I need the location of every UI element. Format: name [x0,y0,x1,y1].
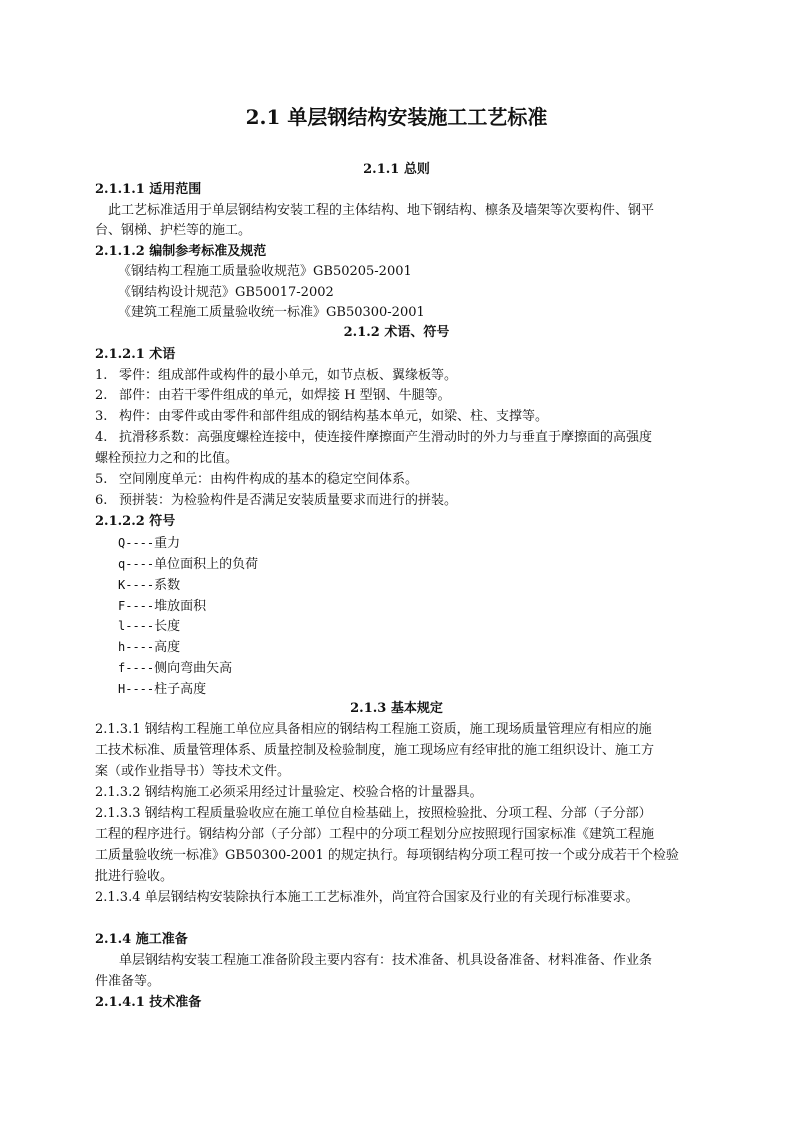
symbol-item [118,554,738,574]
term-item [95,386,715,406]
paragraph-line: 此工艺标准适用于单层钢结构安装工程的主体结构、地下钢结构、檩条及墙架等次要构件、钢平 [108,203,655,218]
symbol-code: K---- [118,578,155,592]
subsection-heading-technical-preparation: 2.1.4.1 技术准备 [95,995,202,1010]
paragraph-line: 2.1.3.2 钢结构施工必须采用经过计量验定、校验合格的计量器具。 [95,785,483,800]
symbol-description: 堆放面积 [154,599,207,614]
term-text: 部件：由若干零件组成的单元，如焊接 H 型钢、牛腿等。 [119,388,451,403]
symbol-item [118,575,738,595]
reference-item: 《建筑工程施工质量验收统一标准》GB50300-2001 [118,305,425,320]
section-heading-general: 2.1.1 总则 [363,162,430,177]
symbol-code: Q---- [118,536,155,550]
term-number: 4. [95,430,108,445]
symbol-item [118,679,738,699]
term-number: 3. [95,409,108,424]
term-text: 构件：由零件或由零件和部件组成的钢结构基本单元，如梁、柱、支撑等。 [119,409,549,424]
symbol-description: 单位面积上的负荷 [154,557,259,572]
symbol-code: h---- [118,640,155,654]
term-text: 预拼装：为检验构件是否满足安装质量要求而进行的拼装。 [119,493,458,508]
subsection-heading-scope: 2.1.1.1 适用范围 [95,182,202,197]
symbol-item [118,616,738,636]
paragraph-line: 工技术标准、质量管理体系、质量控制及检验制度，施工现场应有经审批的施工组织设计、施工方 [95,743,655,758]
reference-item: 《钢结构工程施工质量验收规范》GB50205-2001 [118,264,412,279]
symbol-description: 高度 [154,640,181,655]
subsection-heading-symbols: 2.1.2.2 符号 [95,514,176,529]
term-item-continued [95,449,715,469]
section-heading-preparation: 2.1.4 施工准备 [95,932,188,947]
symbol-description: 系数 [154,578,181,593]
term-item [95,428,715,448]
paragraph-line: 2.1.3.3 钢结构工程质量验收应在施工单位自检基础上，按照检验批、分项工程、分部（子分部） [95,806,652,821]
paragraph-line: 案（或作业指导书）等技术文件。 [95,764,291,779]
symbol-code: H---- [118,682,155,696]
symbol-item [118,637,738,657]
section-heading-terms-symbols: 2.1.2 术语、符号 [343,325,450,340]
term-item [95,407,715,427]
term-text: 空间刚度单元：由构件构成的基本的稳定空间体系。 [119,472,419,487]
paragraph-line: 工程的程序进行。钢结构分部（子分部）工程中的分项工程划分应按照现行国家标准《建筑工程施 [95,827,655,842]
subsection-heading-references: 2.1.1.2 编制参考标准及规范 [95,244,267,259]
term-text: 螺栓预拉力之和的比值。 [95,451,239,466]
term-number: 6. [95,493,108,508]
term-item [95,491,715,511]
symbol-code: f---- [118,661,155,675]
term-number: 1. [95,368,108,383]
symbol-code: l---- [118,619,155,633]
term-item [95,366,715,386]
symbol-code: q---- [118,557,155,571]
symbol-description: 柱子高度 [154,682,207,697]
symbol-description: 重力 [154,536,181,551]
paragraph-line: 件准备等。 [95,974,161,989]
paragraph-line: 工质量验收统一标准》GB50300-2001 的规定执行。每项钢结构分项工程可按一个或分成若干个检验 [95,848,679,863]
reference-item: 《钢结构设计规范》GB50017-2002 [118,285,334,300]
paragraph-line: 2.1.3.4 单层钢结构安装除执行本施工工艺标准外，尚宜符合国家及行业的有关现行标准要求。 [95,890,639,905]
term-text: 抗滑移系数：高强度螺栓连接中，使连接件摩擦面产生滑动时的外力与垂直于摩擦面的高强度 [119,430,653,445]
term-number: 2. [95,388,108,403]
paragraph-line: 2.1.3.1 钢结构工程施工单位应具备相应的钢结构工程施工资质，施工现场质量管理应有相应的施 [95,722,652,737]
section-heading-basic-rules: 2.1.3 基本规定 [350,701,443,716]
subsection-heading-terms: 2.1.2.1 术语 [95,347,176,362]
page-title: 2.1 单层钢结构安装施工工艺标准 [245,105,548,129]
symbol-item [118,533,738,553]
paragraph-line: 批进行验收。 [95,869,174,884]
symbol-description: 侧向弯曲矢高 [154,661,233,676]
term-number: 5. [95,472,108,487]
paragraph-line: 台、钢梯、护栏等的施工。 [95,223,252,238]
symbol-item [118,658,738,678]
term-item [95,470,715,490]
paragraph-line: 单层钢结构安装工程施工准备阶段主要内容有：技术准备、机具设备准备、材料准备、作业条 [119,953,653,968]
term-text: 零件：组成部件或构件的最小单元，如节点板、翼缘板等。 [119,368,458,383]
symbol-description: 长度 [154,619,181,634]
symbol-item [118,596,738,616]
symbol-code: F---- [118,599,155,613]
